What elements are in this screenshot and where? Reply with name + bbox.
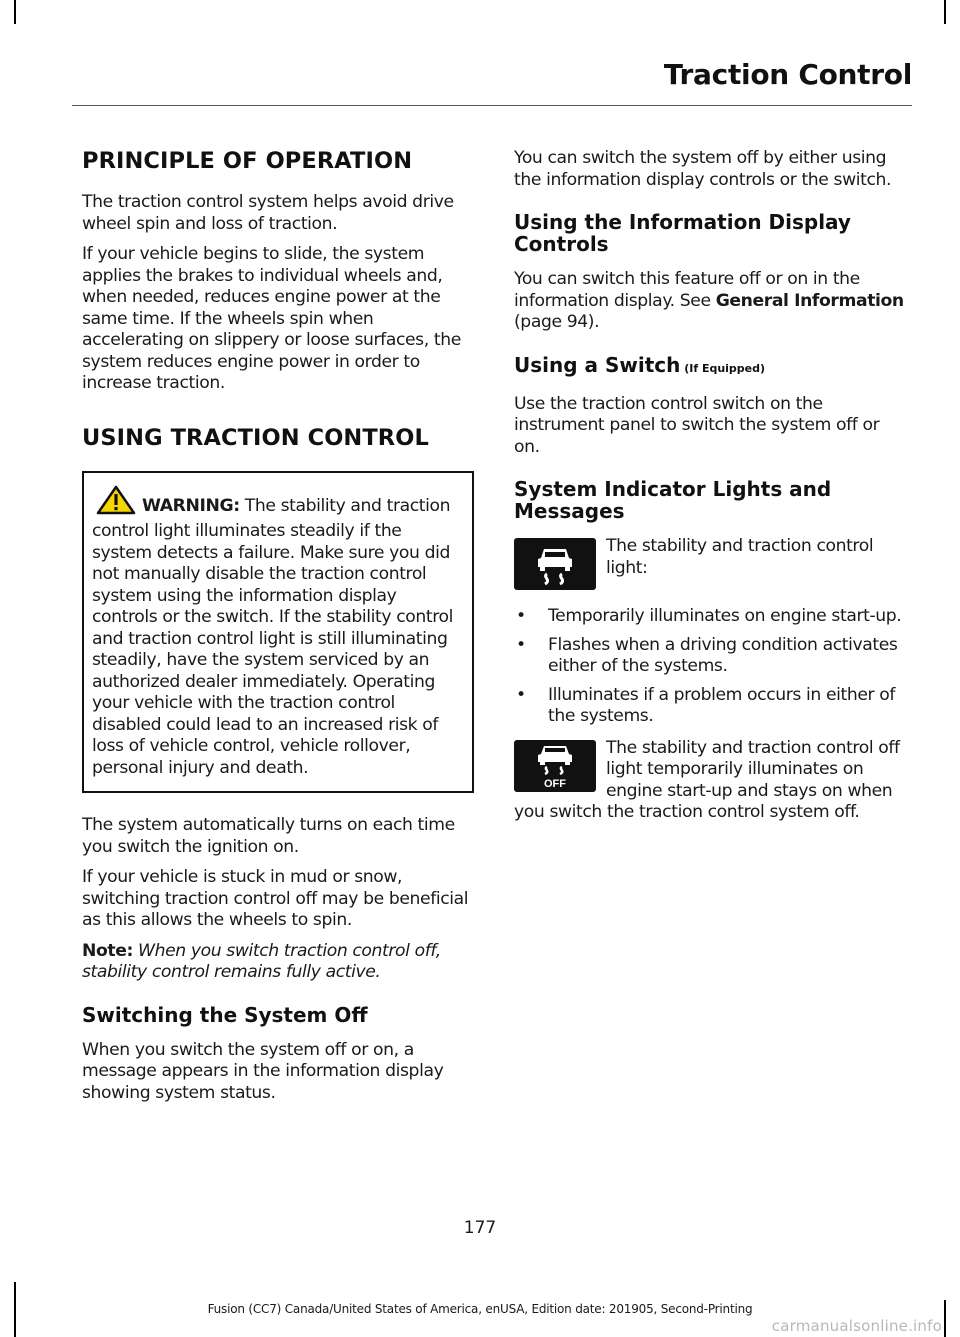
- paragraph: The system automatically turns on each time you switch the ignition on.: [82, 815, 455, 857]
- warning-triangle-icon: [96, 485, 136, 522]
- heading-principle: PRINCIPLE OF OPERATION: [82, 148, 413, 174]
- paragraph: You can switch the system off by either using the information display controls or the switch.: [514, 148, 892, 190]
- heading-using-switch: Using a Switch (If Equipped): [514, 352, 766, 377]
- traction-control-light-icon: [514, 538, 596, 590]
- crop-mark: [14, 0, 16, 24]
- cross-reference-link[interactable]: General Information: [715, 290, 904, 311]
- indicator-description: The stability and traction control off light temporarily illuminates on engine start-up and stays on when you switch the traction control system off.: [514, 737, 900, 822]
- warning-label: WARNING:: [142, 495, 240, 516]
- page-title: Traction Control: [663, 58, 912, 91]
- left-column: [82, 148, 474, 1113]
- paragraph: If your vehicle is stuck in mud or snow, switching traction control off may be beneficial as this allows the wheels to spin.: [82, 867, 469, 930]
- page-number: 177: [463, 1218, 497, 1238]
- paragraph: The traction control system helps avoid drive wheel spin and loss of traction.: [82, 192, 454, 234]
- warning-box: [82, 471, 474, 794]
- list-item: • Temporarily illuminates on engine start-up.: [516, 606, 902, 626]
- watermark: carmanualsonline.info: [771, 1317, 942, 1335]
- heading-using-traction-control: USING TRACTION CONTROL: [82, 424, 429, 451]
- edition-footer: Fusion (CC7) Canada/United States of America, enUSA, Edition date: 201905, Second-Printing: [207, 1302, 753, 1316]
- paragraph: If your vehicle begins to slide, the system applies the brakes to individual wheels and, when needed, reduces engine power at the same time. If the wheels spin when accelerating on slippery or loose surfaces, the system reduces engine power in order to increase traction.: [82, 244, 461, 393]
- paragraph: You can switch this feature off or on in the information display. See General Information (page 94).: [514, 269, 904, 332]
- heading-indicator-lights: System Indicator Lights and Messages: [514, 477, 832, 523]
- crop-mark: [944, 0, 946, 24]
- traction-control-off-light-icon: [514, 740, 596, 792]
- indicator-description: The stability and traction control light:: [606, 536, 874, 578]
- list-item: • Illuminates if a problem occurs in either of the systems.: [516, 684, 896, 726]
- note-text: When you switch traction control off, stability control remains fully active.: [82, 940, 441, 982]
- warning-text: The stability and traction control light illuminates steadily if the system detects a failure. Make sure you did not manually disable the traction control system using the information display controls or the switch. If the stability control and traction control light is still illuminating steadily, have the system serviced by an authorized dealer immediately. Operating your vehicle with the traction control disabled could lead to an increased risk of loss of vehicle control, vehicle rollover, personal injury and death.: [92, 495, 453, 778]
- note: [82, 941, 474, 984]
- header-divider: [72, 105, 912, 106]
- right-column: [514, 148, 908, 833]
- off-label: OFF: [544, 777, 566, 790]
- heading-info-display-controls: Using the Information Display Controls: [514, 210, 851, 256]
- list-item: • Flashes when a driving condition activates either of the systems.: [516, 634, 898, 676]
- note-label: Note:: [82, 940, 133, 961]
- paragraph: Use the traction control switch on the instrument panel to switch the system off or on.: [514, 393, 880, 457]
- heading-switching-off: Switching the System Off: [82, 1002, 368, 1027]
- indicator-behavior-list: [514, 606, 908, 728]
- paragraph: When you switch the system off or on, a message appears in the information display showing system status.: [82, 1039, 444, 1103]
